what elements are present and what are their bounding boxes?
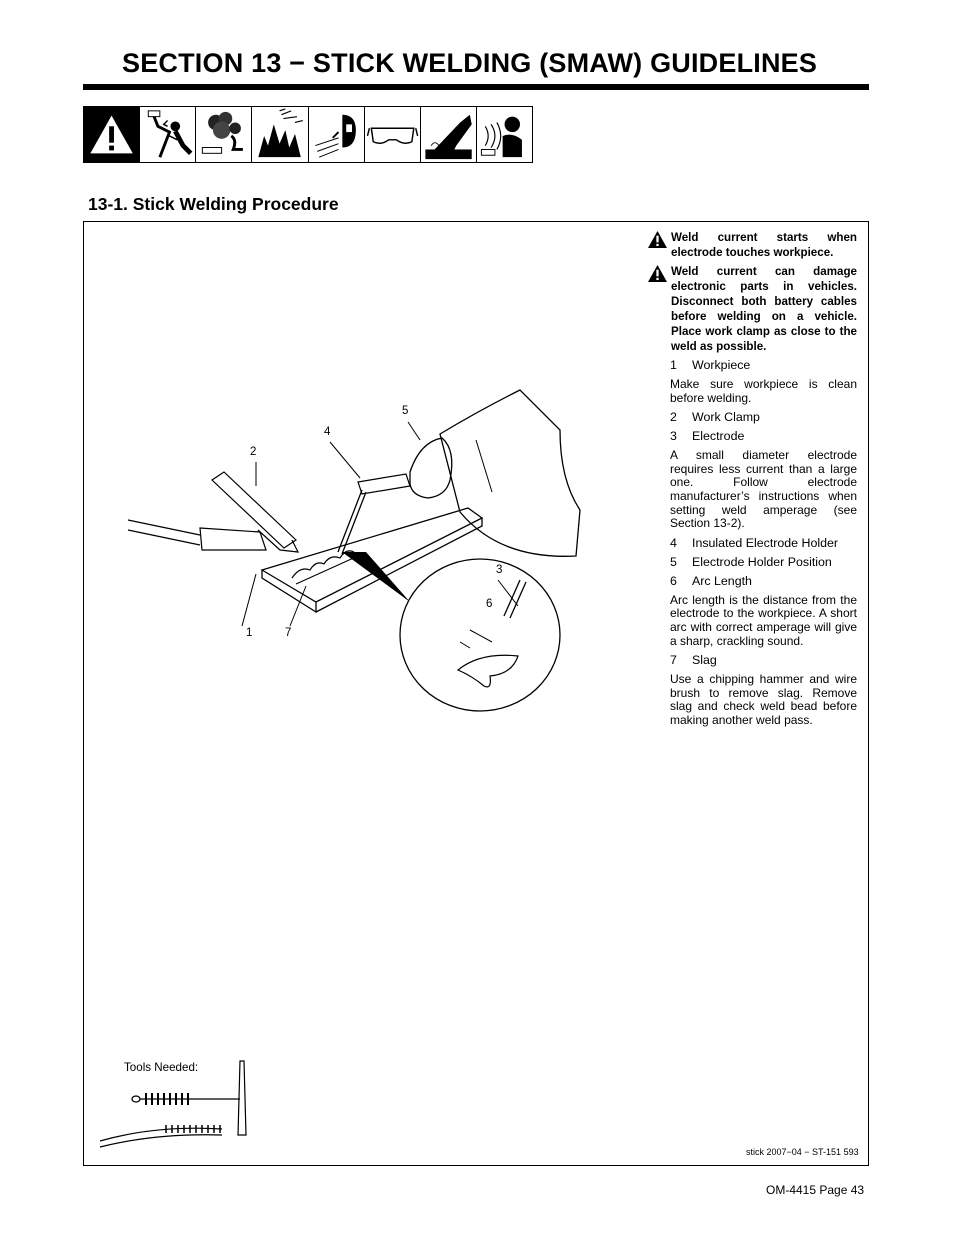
warning-block <box>647 264 857 354</box>
title-rule <box>83 84 869 90</box>
warning-text: Weld current can damage electronic parts in vehicles. Disconnect both battery cables before welding on a vehicle. Place work clamp as close to the weld as possible. <box>671 265 857 353</box>
stick-welding-illustration <box>120 380 620 720</box>
subsection-title: 13-1. Stick Welding Procedure <box>88 194 339 214</box>
legend-note: Use a chipping hammer and wire brush to remove slag. Remove slag and check weld bead before making another weld pass. <box>670 672 857 727</box>
section-title: SECTION 13 − STICK WELDING (SMAW) GUIDELINES <box>122 48 818 78</box>
callout-4: 4 <box>324 426 331 438</box>
fire-sparks-icon <box>252 107 308 162</box>
legend-item: 2 Work Clamp <box>670 410 760 425</box>
callout-1: 1 <box>246 627 253 639</box>
fumes-icon <box>196 107 252 162</box>
callout-3: 3 <box>496 564 503 576</box>
arc-rays-helmet-icon <box>309 107 365 162</box>
safety-icon-strip <box>83 106 533 163</box>
legend-column <box>647 230 857 733</box>
tools-illustration <box>96 1055 256 1150</box>
hot-parts-glove-icon <box>421 107 477 162</box>
legend-item: 4 Insulated Electrode Holder <box>670 535 839 550</box>
page-number: OM-4415 Page 43 <box>766 1183 865 1197</box>
warning-triangle-icon <box>84 107 140 162</box>
callout-2: 2 <box>250 446 257 458</box>
legend-item: 7 Slag <box>670 653 717 668</box>
legend-item: 5 Electrode Holder Position <box>670 554 832 569</box>
legend-item: 3 Electrode <box>670 429 745 444</box>
legend-note: A small diameter electrode requires less current than a large one. Follow electrode manufacturer’s instructions when setting weld amperage (see Section 13-2). <box>670 448 857 531</box>
electric-shock-icon <box>140 107 196 162</box>
safety-glasses-icon <box>365 107 421 162</box>
tools-needed-label: Tools Needed: <box>124 1061 199 1074</box>
chipping-hammer-icon <box>132 1061 246 1135</box>
warning-triangle-icon <box>647 264 668 283</box>
warning-text: Weld current starts when electrode touches workpiece. <box>671 231 857 259</box>
legend-item: 1 Workpiece <box>670 358 751 372</box>
legend-note: Arc length is the distance from the electrode to the workpiece. A short arc with correct amperage will give a sharp, crackling sound. <box>670 592 857 648</box>
callout-5: 5 <box>402 405 409 417</box>
figure-reference: stick 2007−04 − ST-151 593 <box>746 1147 859 1157</box>
warning-block <box>647 230 857 260</box>
callout-7: 7 <box>285 627 292 639</box>
callout-6: 6 <box>486 598 493 610</box>
legend-note: Make sure workpiece is clean before welding. <box>670 377 857 405</box>
legend-item: 6 Arc Length <box>670 573 752 588</box>
noise-ear-protection-icon <box>477 107 532 162</box>
warning-triangle-icon <box>647 230 668 249</box>
wire-brush-icon <box>100 1125 222 1147</box>
